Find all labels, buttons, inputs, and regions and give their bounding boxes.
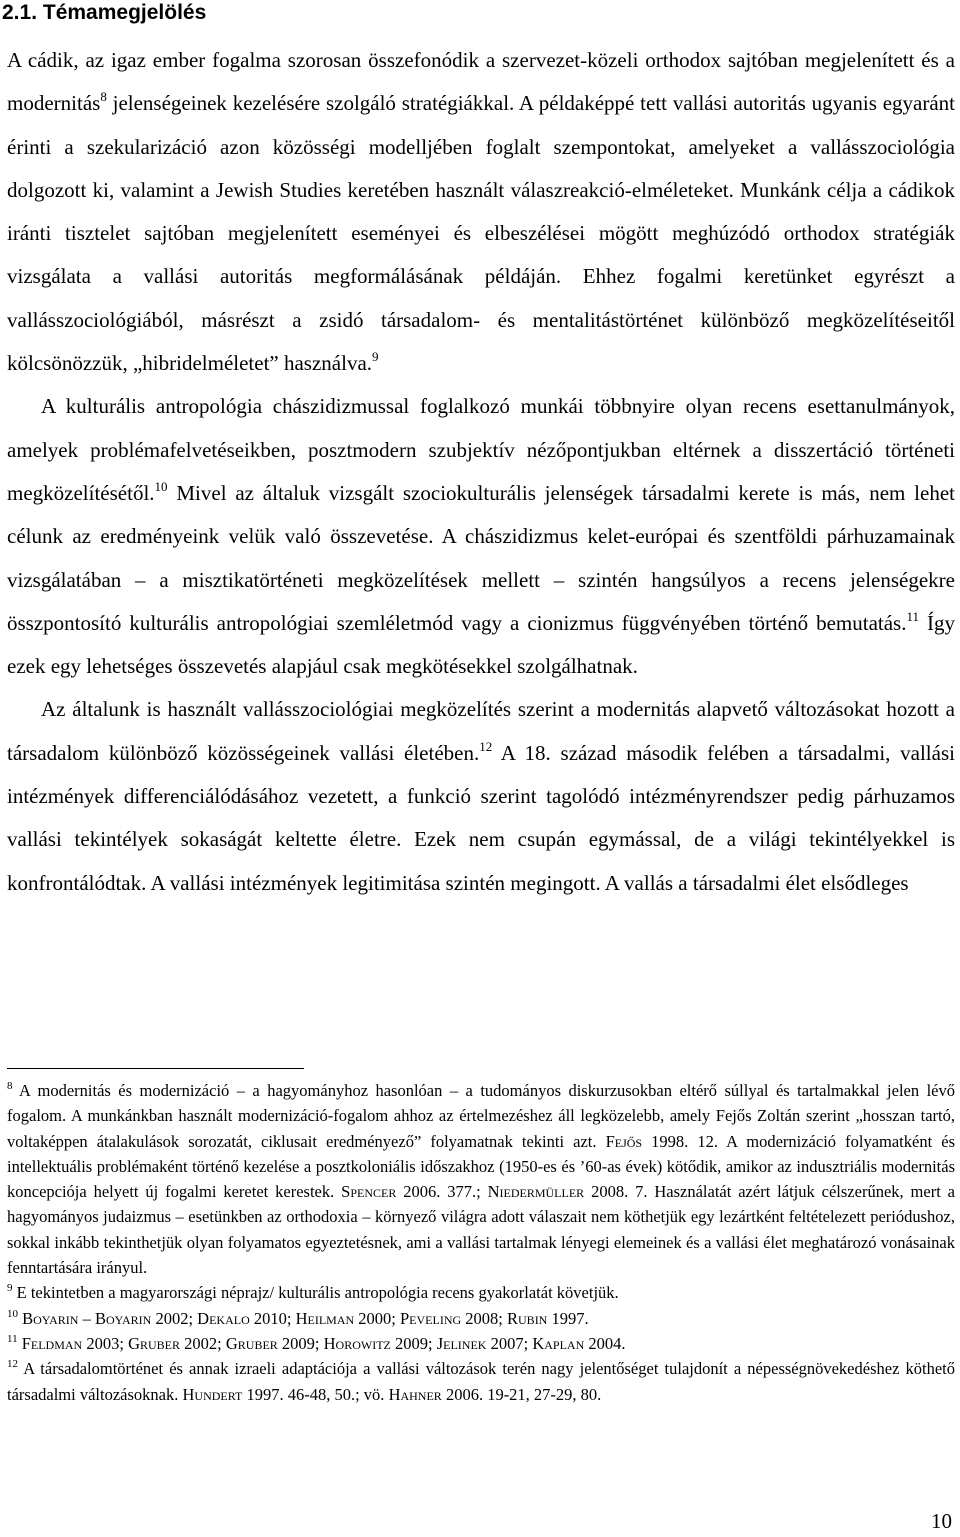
author-name: Feldman — [21, 1333, 83, 1353]
page-number: 10 — [931, 1509, 952, 1533]
paragraph-text: Az általunk is használt vallásszociológiai megközelítés szerint a modernitás alapvető változásokat hozott a társadalom különböző közösségeinek vallási életében. — [7, 697, 955, 765]
author-name: Kaplan — [532, 1333, 585, 1353]
footnote-text: 2009; — [277, 1333, 324, 1353]
footnote-ref-11[interactable]: 11 — [906, 608, 919, 624]
footnote-9 — [7, 1280, 955, 1305]
footnote-ref-10[interactable]: 10 — [154, 478, 168, 494]
footnote-text: 2003; — [82, 1333, 129, 1353]
author-name: Rubin — [507, 1308, 548, 1328]
footnote-text: 2008; — [461, 1308, 508, 1328]
footnote-text: 2007; — [486, 1333, 533, 1353]
footnote-text: 2008. 7. Használatát azért látjuk célszerűnek, mert a hagyományos judaizmus – esetünkben az orthodoxia – környező világra adott válaszait nem köthetjük egy lezártként feltételezett periódushoz, sokkal inkább tekinthetjük olyan folyamatos egyeztetésnek, ami a vallási tartalmak lényegi elemeinek és a vallási élet meghatározó vonásainak fenntartására irányul. — [7, 1182, 955, 1278]
footnote-text: 1998. 12. A modernizáció folyamatként és intellektuális problémaként történő kezelése a posztkoloniális időszakhoz (1950-es és ’60-as évek) kötődik, amikor az indusztriális modernitás koncepciója helyett új fogalmi keretet kerestek. — [7, 1131, 955, 1202]
footnote-text: 2000; — [354, 1308, 400, 1328]
footnote-text: 1997. 46-48, 50.; vö. — [242, 1384, 389, 1404]
paragraph-text: A kulturális antropológia chászidizmussal foglalkozó munkái többnyire olyan recens esettanulmányok, amelyek problémafelvetéseikben, posztmodern szubjektív nézőpontjukban eltérnek a disszertáció történeti megközelítésétől. — [7, 394, 955, 505]
footnote-text: 2004. — [584, 1333, 626, 1353]
paragraph-3 — [7, 688, 955, 904]
footnote-number: 11 — [7, 1332, 18, 1345]
author-name: Boyarin – Boyarin — [22, 1308, 152, 1328]
footnote-8 — [7, 1078, 955, 1280]
footnote-text: 2006. 377.; — [396, 1182, 488, 1202]
footnote-10 — [7, 1306, 955, 1331]
footnote-text: 1997. — [547, 1308, 589, 1328]
footnote-12 — [7, 1356, 955, 1407]
paragraph-1 — [7, 39, 955, 385]
footnote-number: 9 — [7, 1282, 13, 1295]
footnote-ref-12[interactable]: 12 — [479, 738, 493, 754]
body-text — [7, 39, 955, 905]
footnote-text: 2006. 19-21, 27-29, 80. — [441, 1384, 602, 1404]
footnote-11 — [7, 1331, 955, 1356]
paragraph-2 — [7, 385, 955, 688]
footnote-text: 2002; — [151, 1308, 198, 1328]
paragraph-text: Mivel az általuk vizsgált szociokulturális jelenségek társadalmi kerete is más, nem lehet célunk az eredményeink velük való összevetése. A chászidizmus kelet-európai és szentföldi párhuzamainak vizsgálatában – a misztikatörténeti megközelítések mellett – szintén hangsúlyos a recens jelenségekre összpontosító kulturális antropológiai szemléletmód vagy a cionizmus függvényében történő bemutatás. — [7, 480, 955, 635]
author-name: Niedermüller — [487, 1182, 585, 1202]
footnote-ref-8[interactable]: 8 — [100, 89, 107, 105]
author-name: Fejős — [605, 1131, 643, 1151]
footnote-text: 2002; — [180, 1333, 226, 1353]
author-name: Gruber — [225, 1333, 278, 1353]
author-name: Spencer — [341, 1182, 397, 1202]
section-heading: 2.1. Témamegjelölés — [2, 1, 207, 24]
footnote-text: 2009; — [390, 1333, 437, 1353]
author-name: Heilman — [295, 1308, 355, 1328]
author-name: Hahner — [388, 1384, 442, 1404]
author-name: Hundert — [182, 1384, 243, 1404]
footnotes — [7, 1078, 955, 1407]
paragraph-text: Így ezek egy lehetséges összevetés alapjául csak megkötésekkel szolgálhatnak. — [7, 610, 955, 679]
footnote-text: A modernitás és modernizáció – a hagyományhoz hasonlóan – a tudományos diskurzusokban eltérő súllyal és tartalmakkal jelen lévő fogalom. A munkánkban használt modernizáció-fogalom ahhoz az értelmezéshez áll legközelebb, amely Fejős Zoltán szerint „hosszan tartó, voltaképpen átalakulások sorozatát, ciklusait eredményező” folyamatnak tekinti azt. — [7, 1081, 955, 1151]
author-name: Gruber — [128, 1333, 181, 1353]
paragraph-text: jelenségeinek kezelésére szolgáló stratégiákkal. A példaképpé tett vallási autoritás ugyanis egyaránt érinti a szekularizáció azon közösségi modelljében foglalt szempontokat, amelyeket a vallásszociológia dolgozott ki, valamint a Jewish Studies keretében használt válaszreakció-elméleteket. Munkánk célja a cádikok iránti tisztelet sajtóban megjelenített eseményei és elbeszélései mögött meghúzódó orthodox stratégiák vizsgálata a vallási autoritás megformálásának példáján. Ehhez fogalmi keretünket egyrészt a vallásszociológiából, másrészt a zsidó társadalom- és mentalitástörténet különböző megközelítéseitől kölcsönözzük, „hibridelméletet” használva. — [7, 91, 955, 376]
footnote-text: A társadalomtörténet és annak izraeli adaptációja a vallási változások terén nagy jelentőséget tulajdonít a népességnövekedéshez köthető társadalmi változásoknak. — [7, 1359, 955, 1404]
footnote-separator — [7, 1068, 304, 1069]
author-name: Jelinek — [436, 1333, 487, 1353]
footnote-number: 12 — [7, 1358, 18, 1371]
footnote-number: 8 — [7, 1080, 13, 1092]
paragraph-text: A cádik, az igaz ember fogalma szorosan összefonódik a szervezet-közeli orthodox sajtóban megjelenített és a modernitás — [7, 48, 955, 116]
author-name: Dekalo — [197, 1308, 250, 1328]
paragraph-text: A 18. század második felében a társadalmi, vallási intézmények differenciálódásához vezetett, a funkció szerint tagolódó intézményrendszer pedig párhuzamos vallási tekintélyek sokaságát keltette életre. Ezek nem csupán egymással, de a világi tekintélyekkel is konfrontálódtak. A vallási intézmények legitimitása szintén megingott. A vallás a társadalmi élet elsődleges — [7, 740, 955, 895]
author-name: Horowitz — [323, 1333, 391, 1353]
author-name: Peveling — [400, 1308, 462, 1328]
footnote-text: 2010; — [249, 1308, 296, 1328]
footnote-text: E tekintetben a magyarországi néprajz/ kulturális antropológia recens gyakorlatát követjük. — [12, 1283, 619, 1303]
footnote-ref-9[interactable]: 9 — [372, 349, 379, 365]
footnote-number: 10 — [7, 1307, 18, 1320]
